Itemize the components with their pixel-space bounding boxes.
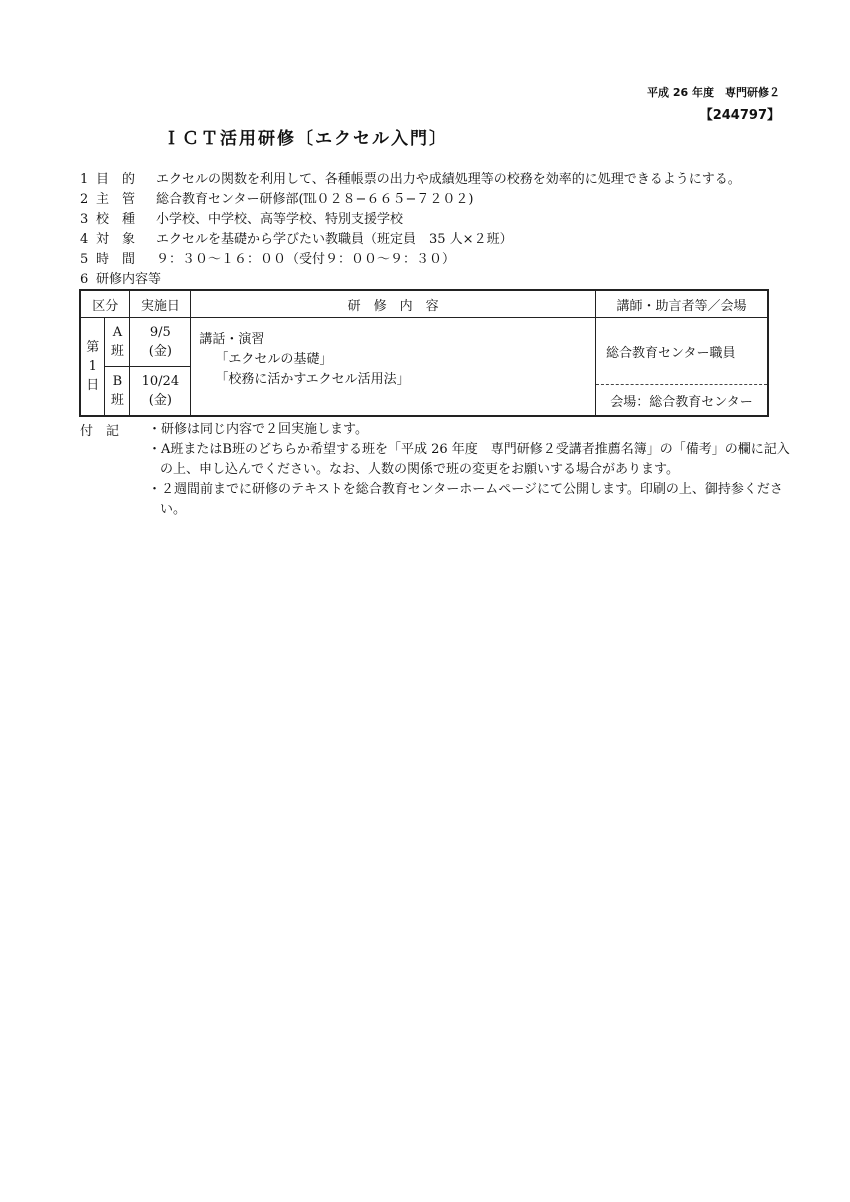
table-header-row	[80, 290, 768, 318]
header-content: 研 修 内 容	[191, 290, 596, 318]
item-label: 校 種	[96, 212, 136, 227]
item-label: 時 間	[96, 252, 136, 267]
note-item: ・A班またはB班のどちらか希望する班を「平成 26 年度 専門研修２受講者推薦名簿」の「備考」の欄に記入の上、申し込んでください。なお、人数の関係で班の変更をお願いする場合があります。	[148, 442, 790, 477]
item-time	[80, 248, 455, 267]
date-a: 9/5 (金)	[130, 318, 191, 367]
note-item: ・研修は同じ内容で２回実施します。	[148, 422, 368, 437]
content-topic: 「エクセルの基礎」	[215, 352, 333, 367]
content-method: 講話・演習	[199, 332, 265, 347]
page-title: ＩＣＴ活用研修〔エクセル入門〕	[163, 129, 448, 149]
header-date: 実施日	[130, 290, 191, 318]
item-number: 4	[80, 232, 89, 247]
item-purpose	[80, 168, 741, 187]
item-text: ９：３０〜１６：００（受付９：００〜９：３０）	[156, 252, 456, 267]
course-code: 【244797】	[699, 108, 780, 123]
table-row	[80, 318, 768, 367]
schedule-table	[79, 289, 769, 417]
class-b: B 班	[105, 367, 130, 416]
content-cell	[191, 318, 596, 417]
instructor: 総合教育センター職員	[596, 318, 767, 385]
day-label: 第 1 日	[80, 318, 105, 417]
item-text: 総合教育センター研修部(℡０２８−６６５−７２０２)	[156, 192, 474, 207]
item-number: 6	[80, 272, 89, 287]
content-topic: 「校務に活かすエクセル活用法」	[215, 372, 410, 387]
item-text: エクセルを基礎から学びたい教職員（班定員 35 人×２班）	[156, 232, 513, 247]
item-organizer	[80, 188, 473, 207]
item-label: 研修内容等	[96, 272, 162, 287]
header-year-line: 平成 26 年度 専門研修２	[647, 86, 780, 99]
item-text: エクセルの関数を利用して、各種帳票の出力や成績処理等の校務を効率的に処理できるようにする。	[156, 172, 741, 187]
date-b: 10/24 (金)	[130, 367, 191, 416]
item-label: 対 象	[96, 232, 136, 247]
item-number: 2	[80, 192, 89, 207]
item-label: 目 的	[96, 172, 136, 187]
header-instructor: 講師・助言者等／会場	[596, 290, 769, 318]
item-text: 小学校、中学校、高等学校、特別支援学校	[156, 212, 404, 227]
item-content-heading	[80, 268, 161, 287]
class-a: A 班	[105, 318, 130, 367]
notes-label: 付 記	[80, 424, 120, 439]
item-school-type	[80, 208, 403, 227]
item-number: 1	[80, 172, 89, 187]
header-division: 区分	[80, 290, 130, 318]
note-item: ・２週間前までに研修のテキストを総合教育センターホームページにて公開します。印刷の上、御持参ください。	[148, 482, 783, 517]
venue: 会場：総合教育センター	[610, 394, 753, 410]
item-number: 3	[80, 212, 89, 227]
instructor-venue-cell	[596, 318, 769, 417]
item-target	[80, 228, 513, 247]
item-label: 主 管	[96, 192, 136, 207]
item-number: 5	[80, 252, 89, 267]
